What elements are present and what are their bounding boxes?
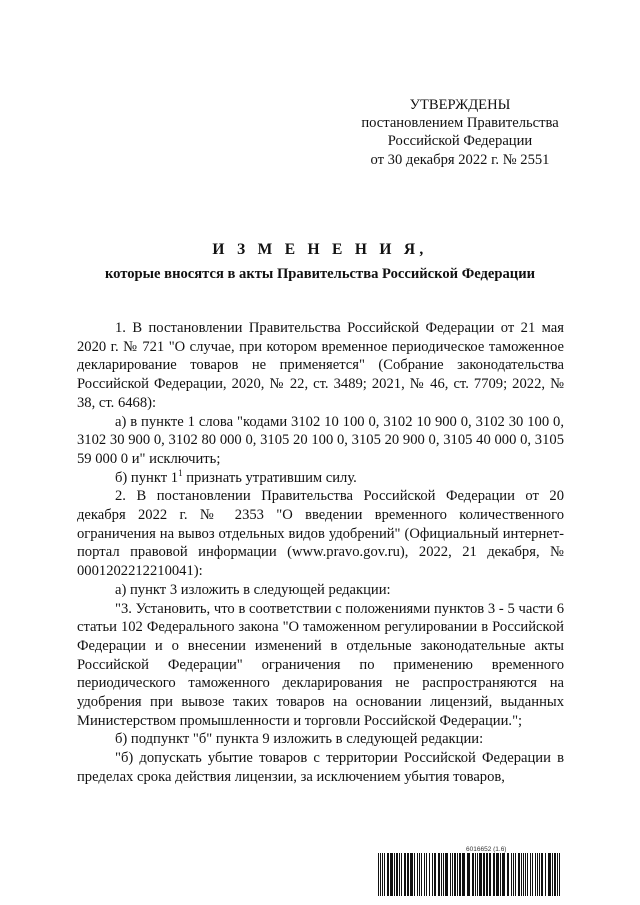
- paragraph-2a: а) пункт 3 изложить в следующей редакции:: [115, 581, 391, 598]
- paragraph-2a-quote: "3. Установить, что в соответствии с положениями пунктов 3 - 5 части 6 статьи 102 Федерального закона "О таможенном регулировании в Российской Федерации и о внесении изменений в отдельные законодательные акты Российской Федерации" ограничения по применению временного периодического таможенного декларирования не распространяются на удобрения при вывозе таких товаров на основании лицензий, выданных Министерством промышленности и торговли Российской Федерации.";: [77, 600, 564, 729]
- approval-line-approved: УТВЕРЖДЕНЫ: [409, 97, 511, 113]
- approval-line-date: от 30 декабря 2022 г. № 2551: [370, 151, 550, 168]
- paragraph-1b: [77, 469, 564, 488]
- document-body: [77, 319, 564, 787]
- paragraph-1a: а) в пункте 1 слова "кодами 3102 10 100 0, 3102 10 900 0, 3102 30 100 0, 3102 30 900 0, 3102 80 000 0, 3105 20 100 0, 3105 20 900 0, 3105 40 000 0, 3105 59 000 0 и" исключить;: [77, 413, 564, 467]
- paragraph-1: 1. В постановлении Правительства Российской Федерации от 21 мая 2020 г. № 721 "О случае, при котором временное периодическое таможенное декларирование товаров не применяется" (Собрание законодательства Российской Федерации, 2020, № 22, ст. 3489; 2021, № 46, ст. 7709; 2022, № 38, ст. 6468):: [77, 320, 564, 411]
- document-subtitle: которые вносятся в акты Правительства Российской Федерации: [104, 266, 536, 282]
- paragraph-2b-quote: "б) допускать убытие товаров с территории Российской Федерации в пределах срока действия лицензии, за исключением убытия товаров,: [77, 750, 564, 785]
- paragraph-1b-suffix: признать утратившим силу.: [182, 469, 357, 486]
- barcode-image: [378, 853, 563, 896]
- document-title: И З М Е Н Е Н И Я,: [212, 241, 428, 258]
- paragraph-1b-prefix: б) пункт 1: [115, 469, 179, 486]
- paragraph-2b: б) подпункт "б" пункта 9 изложить в следующей редакции:: [115, 731, 484, 748]
- approval-stamp: [345, 96, 575, 169]
- paragraph-1b-superscript: 1: [178, 467, 183, 478]
- approval-line-federation: Российской Федерации: [387, 133, 533, 150]
- barcode-label: 6016652 (1.6): [466, 846, 507, 853]
- paragraph-2: 2. В постановлении Правительства Российской Федерации от 20 декабря 2022 г. № 2353 "О введении временного количественного ограничения на вывоз отдельных видов удобрений" (Официальный интернет-портал правовой информации (www.pravo.gov.ru), 2022, 21 декабря, № 0001202212210041):: [77, 488, 564, 580]
- approval-line-resolution: постановлением Правительства: [361, 115, 559, 132]
